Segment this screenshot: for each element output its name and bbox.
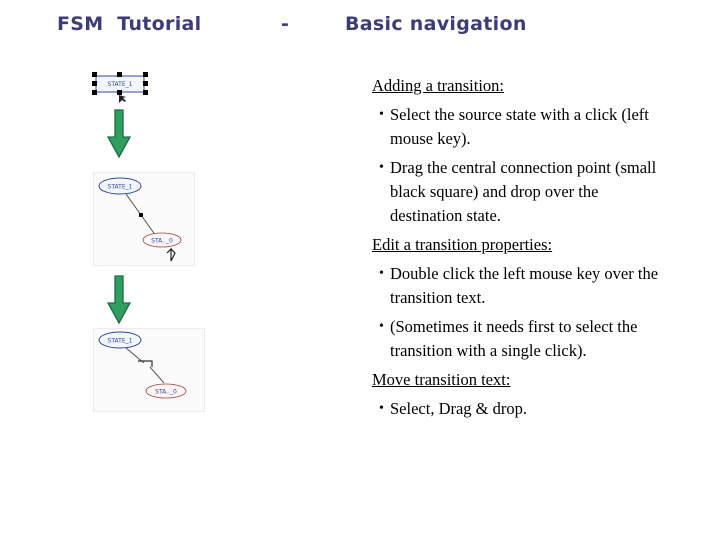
source-state-label: STATE_1 — [107, 183, 133, 191]
drag-transition-graphic — [94, 173, 194, 265]
list-item — [372, 156, 676, 228]
bullet-text: Double click the left mouse key over the transition text. — [390, 264, 659, 307]
list-item — [372, 315, 676, 363]
figure-down-arrow-1 — [106, 108, 132, 160]
state-label: STATE_1 — [107, 81, 133, 88]
selected-state-graphic — [92, 72, 150, 104]
section-adding-transition — [372, 74, 676, 228]
list-item — [372, 262, 676, 310]
section-move-transition-text — [372, 368, 676, 421]
transition-line-lower — [150, 367, 164, 383]
result-transition-graphic — [94, 329, 204, 411]
bullet-text: (Sometimes it needs first to select the transition with a single click). — [390, 317, 638, 360]
slide-title-separator: - — [281, 13, 290, 35]
transition-text-handle-icon — [138, 361, 152, 367]
slide-title-left: FSM Tutorial — [57, 13, 202, 35]
bullet-text: Drag the central connection point (small black square) and drop over the destination state. — [390, 158, 657, 225]
section-heading: Edit a transition properties: — [372, 235, 553, 254]
dest-state-label: STA.._0 — [151, 237, 173, 245]
source-state-label: STATE_1 — [107, 337, 133, 345]
section-heading: Move transition text: — [372, 370, 511, 389]
down-arrow-icon — [106, 274, 132, 326]
mouse-cursor-icon — [119, 95, 126, 103]
slide-title-right: Basic navigation — [345, 13, 527, 35]
section-edit-transition — [372, 233, 676, 363]
list-item — [372, 397, 676, 421]
bullet-icon: • — [379, 107, 384, 122]
content-column — [372, 70, 676, 426]
bullet-text: Select, Drag & drop. — [390, 399, 528, 418]
dest-state-label: STA.._0 — [155, 388, 177, 396]
figure-result-transition — [93, 328, 205, 412]
figure-down-arrow-2 — [106, 274, 132, 326]
connection-point-icon — [139, 213, 143, 217]
bullet-icon: • — [379, 266, 384, 281]
down-arrow-icon — [106, 108, 132, 160]
bullet-icon: • — [379, 401, 384, 416]
bullet-text: Select the source state with a click (left mouse key). — [390, 105, 649, 148]
bullet-icon: • — [379, 160, 384, 175]
figure-drag-transition — [93, 172, 195, 266]
list-item — [372, 103, 676, 151]
up-arrow-cursor-icon — [167, 249, 175, 261]
section-heading: Adding a transition: — [372, 76, 504, 95]
figure-selected-state — [92, 72, 150, 104]
bullet-icon: • — [379, 319, 384, 334]
